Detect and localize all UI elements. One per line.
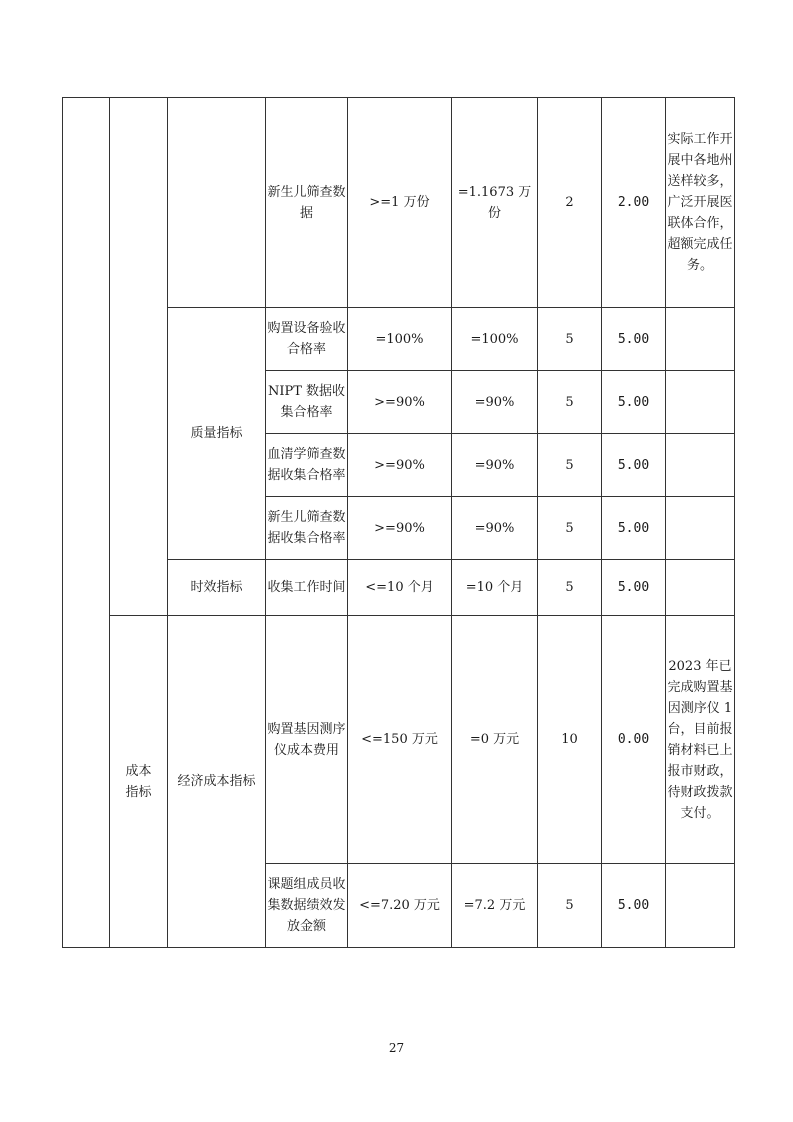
actual-value: =0 万元 — [452, 616, 538, 864]
metric-name: 新生儿筛查数据收集合格率 — [266, 497, 348, 560]
score-value: 2.00 — [602, 98, 666, 308]
actual-value: =7.2 万元 — [452, 864, 538, 948]
actual-value: =90% — [452, 497, 538, 560]
cost-indicator-label: 成本指标 — [110, 616, 168, 948]
metric-name: 收集工作时间 — [266, 560, 348, 616]
remark-text — [666, 308, 735, 371]
weight-value: 5 — [538, 434, 602, 497]
remark-text — [666, 864, 735, 948]
second-level-cell-output — [110, 98, 168, 616]
performance-table — [62, 97, 735, 948]
metric-name: 血清学筛查数据收集合格率 — [266, 434, 348, 497]
metric-name: 课题组成员收集数据绩效发放金额 — [266, 864, 348, 948]
score-value: 5.00 — [602, 371, 666, 434]
score-value: 0.00 — [602, 616, 666, 864]
weight-value: 5 — [538, 864, 602, 948]
remark-text: 实际工作开展中各地州送样较多，广泛开展医联体合作，超额完成任务。 — [666, 98, 735, 308]
weight-value: 10 — [538, 616, 602, 864]
remark-text — [666, 371, 735, 434]
actual-value: =1.1673 万份 — [452, 98, 538, 308]
score-value: 5.00 — [602, 434, 666, 497]
weight-value: 5 — [538, 497, 602, 560]
quality-indicator-label: 质量指标 — [168, 308, 266, 560]
remark-text — [666, 434, 735, 497]
remark-text — [666, 497, 735, 560]
economic-cost-indicator-label: 经济成本指标 — [168, 616, 266, 948]
target-value: <=10 个月 — [348, 560, 452, 616]
score-value: 5.00 — [602, 864, 666, 948]
target-value: >=90% — [348, 434, 452, 497]
metric-name: 购置设备验收合格率 — [266, 308, 348, 371]
actual-value: =100% — [452, 308, 538, 371]
timeliness-indicator-label: 时效指标 — [168, 560, 266, 616]
target-value: >=90% — [348, 371, 452, 434]
actual-value: =10 个月 — [452, 560, 538, 616]
target-value: <=7.20 万元 — [348, 864, 452, 948]
score-value: 5.00 — [602, 308, 666, 371]
target-value: >=90% — [348, 497, 452, 560]
first-level-indicator-cell — [63, 98, 110, 948]
page-number: 27 — [388, 1041, 405, 1055]
target-value: >=1 万份 — [348, 98, 452, 308]
score-value: 5.00 — [602, 497, 666, 560]
target-value: <=150 万元 — [348, 616, 452, 864]
actual-value: =90% — [452, 371, 538, 434]
table-row — [63, 98, 735, 308]
target-value: =100% — [348, 308, 452, 371]
metric-name: NIPT 数据收集合格率 — [266, 371, 348, 434]
metric-name: 购置基因测序仪成本费用 — [266, 616, 348, 864]
weight-value: 5 — [538, 371, 602, 434]
weight-value: 5 — [538, 308, 602, 371]
score-value: 5.00 — [602, 560, 666, 616]
remark-text: 2023 年已完成购置基因测序仪 1 台，目前报销材料已上报市财政，待财政拨款支付。 — [666, 616, 735, 864]
table-row — [63, 616, 735, 864]
metric-name: 新生儿筛查数据 — [266, 98, 348, 308]
actual-value: =90% — [452, 434, 538, 497]
third-level-cell — [168, 98, 266, 308]
weight-value: 2 — [538, 98, 602, 308]
remark-text — [666, 560, 735, 616]
weight-value: 5 — [538, 560, 602, 616]
